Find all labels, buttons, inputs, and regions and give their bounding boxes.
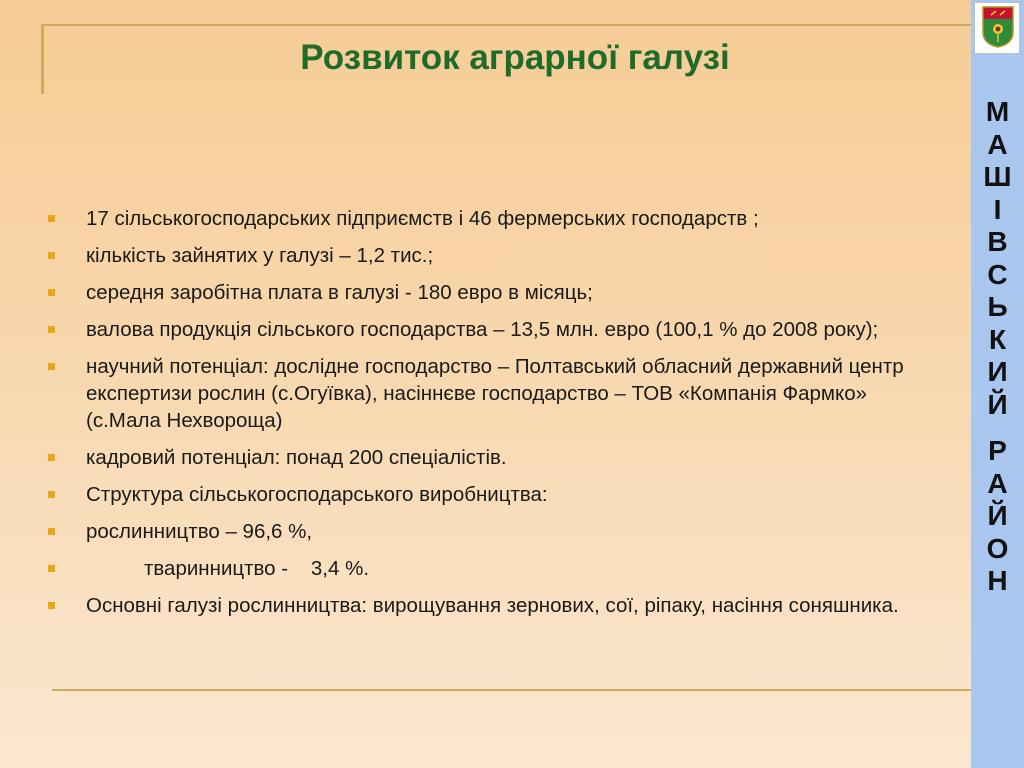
list-item-text: Основні галузі рослинництва: вирощування зернових, сої, ріпаку, насіння соняшника. <box>86 594 899 617</box>
bullet-marker <box>48 252 55 259</box>
list-item-text: валова продукція сільського господарства – 13,5 млн. евро (100,1 % до 2008 року); <box>86 318 879 341</box>
sidebar-letter: Й <box>987 388 1008 420</box>
list-item <box>48 242 938 269</box>
bullet-marker <box>48 491 55 498</box>
district-name-vertical <box>971 96 1024 598</box>
list-item <box>48 555 938 582</box>
sidebar-letter: М <box>985 96 1010 127</box>
bullet-marker <box>48 454 55 461</box>
sidebar-letter: С <box>987 258 1008 290</box>
sidebar-letter: Й <box>987 500 1008 531</box>
sidebar-letter: А <box>987 128 1008 160</box>
bullet-marker <box>48 565 55 572</box>
list-item <box>48 205 938 232</box>
bullet-marker <box>48 363 55 370</box>
sidebar-letter: Ш <box>983 161 1012 192</box>
bullet-marker <box>48 326 55 333</box>
sidebar-letter: Ь <box>987 291 1008 322</box>
list-item <box>48 316 938 343</box>
word-gap <box>971 421 1024 435</box>
list-item <box>48 279 938 306</box>
side-panel <box>971 0 1024 768</box>
list-item <box>48 592 938 619</box>
bullet-marker <box>48 215 55 222</box>
list-item <box>48 444 938 471</box>
list-item-text: кадровий потенціал: понад 200 спеціалістів. <box>86 446 507 469</box>
sidebar-letter: А <box>987 467 1008 499</box>
bullet-list <box>48 205 938 629</box>
sidebar-letter: К <box>988 323 1007 355</box>
list-item <box>48 518 938 545</box>
list-item-text: кількість зайнятих у галузі – 1,2 тис.; <box>86 244 434 267</box>
frame-top-line <box>41 24 971 26</box>
frame-bottom-line <box>52 689 971 691</box>
list-item-text: Структура сільськогосподарського виробництва: <box>86 483 548 506</box>
coat-of-arms-emblem <box>974 2 1020 54</box>
bullet-marker <box>48 289 55 296</box>
list-item-text: рослинництво – 96,6 %, <box>86 520 313 543</box>
shield-icon <box>982 6 1014 48</box>
bullet-marker <box>48 528 55 535</box>
slide-title: Розвиток аграрної галузі <box>300 38 730 77</box>
sidebar-letter: Р <box>988 435 1007 466</box>
sidebar-letter: І <box>993 193 1002 225</box>
sidebar-letter: И <box>987 356 1008 387</box>
sidebar-letter: О <box>986 532 1009 564</box>
list-item <box>48 481 938 508</box>
list-item-text: научний потенціал: дослідне господарство – Полтавський обласний державний центр експертизи рослин (с.Огуївка), насіннєве господарство – ТОВ «Компанія Фармко» (с.Мала Нехвороща) <box>86 355 904 432</box>
list-item-text: середня заробітна плата в галузі - 180 евро в місяць; <box>86 281 593 304</box>
list-item-text: 17 сільськогосподарських підприємств і 46 фермерських господарств ; <box>86 207 759 230</box>
frame-left-line <box>41 24 44 94</box>
sidebar-letter: В <box>987 226 1008 257</box>
list-item <box>48 353 938 434</box>
list-item-text: тваринництво - 3,4 %. <box>144 557 370 580</box>
bullet-marker <box>48 602 55 609</box>
sidebar-letter: Н <box>987 565 1008 596</box>
